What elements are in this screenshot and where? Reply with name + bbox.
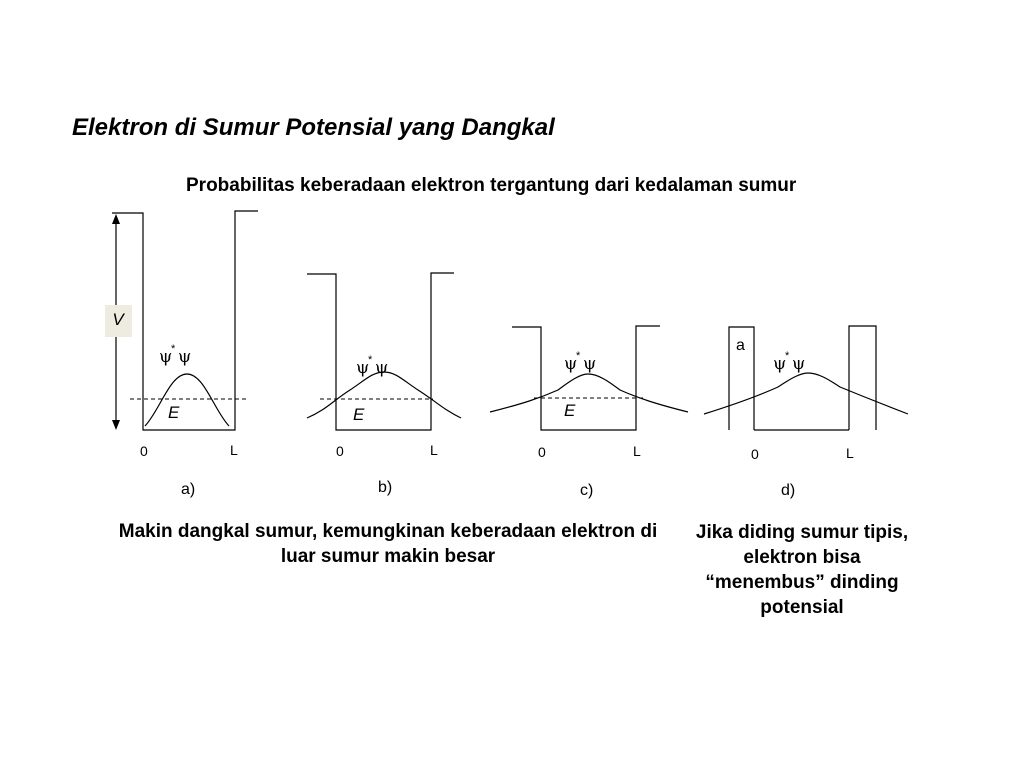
origin-label-c: 0	[538, 444, 546, 460]
length-label-a: L	[230, 442, 238, 458]
svg-text:ψ: ψ	[564, 354, 578, 374]
wavefunction-c	[490, 374, 688, 412]
energy-label-b: E	[353, 405, 365, 424]
slide-subtitle: Probabilitas keberadaan elektron tergantung dari kedalaman sumur	[186, 175, 797, 196]
svg-text:*: *	[576, 350, 581, 362]
psi-label-c	[564, 350, 596, 374]
svg-text:*: *	[785, 350, 790, 362]
panel-a	[105, 211, 258, 498]
potential-label: V	[112, 310, 124, 329]
origin-label-b: 0	[336, 443, 344, 459]
svg-text:ψ: ψ	[178, 347, 192, 367]
caption-thin-wall: Jika diding sumur tipis, elektron bisa “menembus” dinding potensial	[695, 522, 909, 619]
well-a-walls	[112, 211, 258, 430]
svg-text:ψ: ψ	[159, 347, 173, 367]
well-b-walls	[307, 273, 454, 430]
length-label-d: L	[846, 445, 854, 461]
svg-text:ψ: ψ	[583, 354, 597, 374]
well-c-walls	[512, 326, 660, 430]
panel-label-b: b)	[378, 479, 393, 496]
psi-label-a	[159, 343, 191, 367]
wall-thickness-label: a	[736, 337, 745, 354]
svg-text:*: *	[171, 343, 176, 355]
panel-label-c: c)	[580, 482, 594, 499]
panel-d	[704, 326, 908, 499]
panel-label-a: a)	[181, 481, 196, 498]
panel-b	[307, 273, 461, 496]
psi-label-d	[773, 350, 805, 374]
svg-text:ψ: ψ	[356, 358, 370, 378]
slide-title: Elektron di Sumur Potensial yang Dangkal	[72, 114, 555, 141]
wavefunction-b	[307, 372, 461, 418]
origin-label-d: 0	[751, 446, 759, 462]
panel-c	[490, 326, 688, 499]
svg-text:ψ: ψ	[792, 354, 806, 374]
panel-label-d: d)	[781, 482, 796, 499]
length-label-c: L	[633, 443, 641, 459]
potential-arrow-head-bottom	[112, 420, 120, 430]
origin-label-a: 0	[140, 443, 148, 459]
well-d-right-wall	[849, 326, 876, 430]
wavefunction-a	[145, 374, 229, 426]
svg-text:ψ: ψ	[375, 358, 389, 378]
svg-text:ψ: ψ	[773, 354, 787, 374]
potential-arrow-head-top	[112, 214, 120, 224]
svg-text:*: *	[368, 354, 373, 366]
length-label-b: L	[430, 442, 438, 458]
energy-label-c: E	[564, 401, 576, 420]
caption-shallow-well: Makin dangkal sumur, kemungkinan keberadaan elektron di luar sumur makin besar	[118, 521, 658, 568]
wavefunction-d	[704, 373, 908, 414]
energy-label-a: E	[168, 403, 180, 422]
